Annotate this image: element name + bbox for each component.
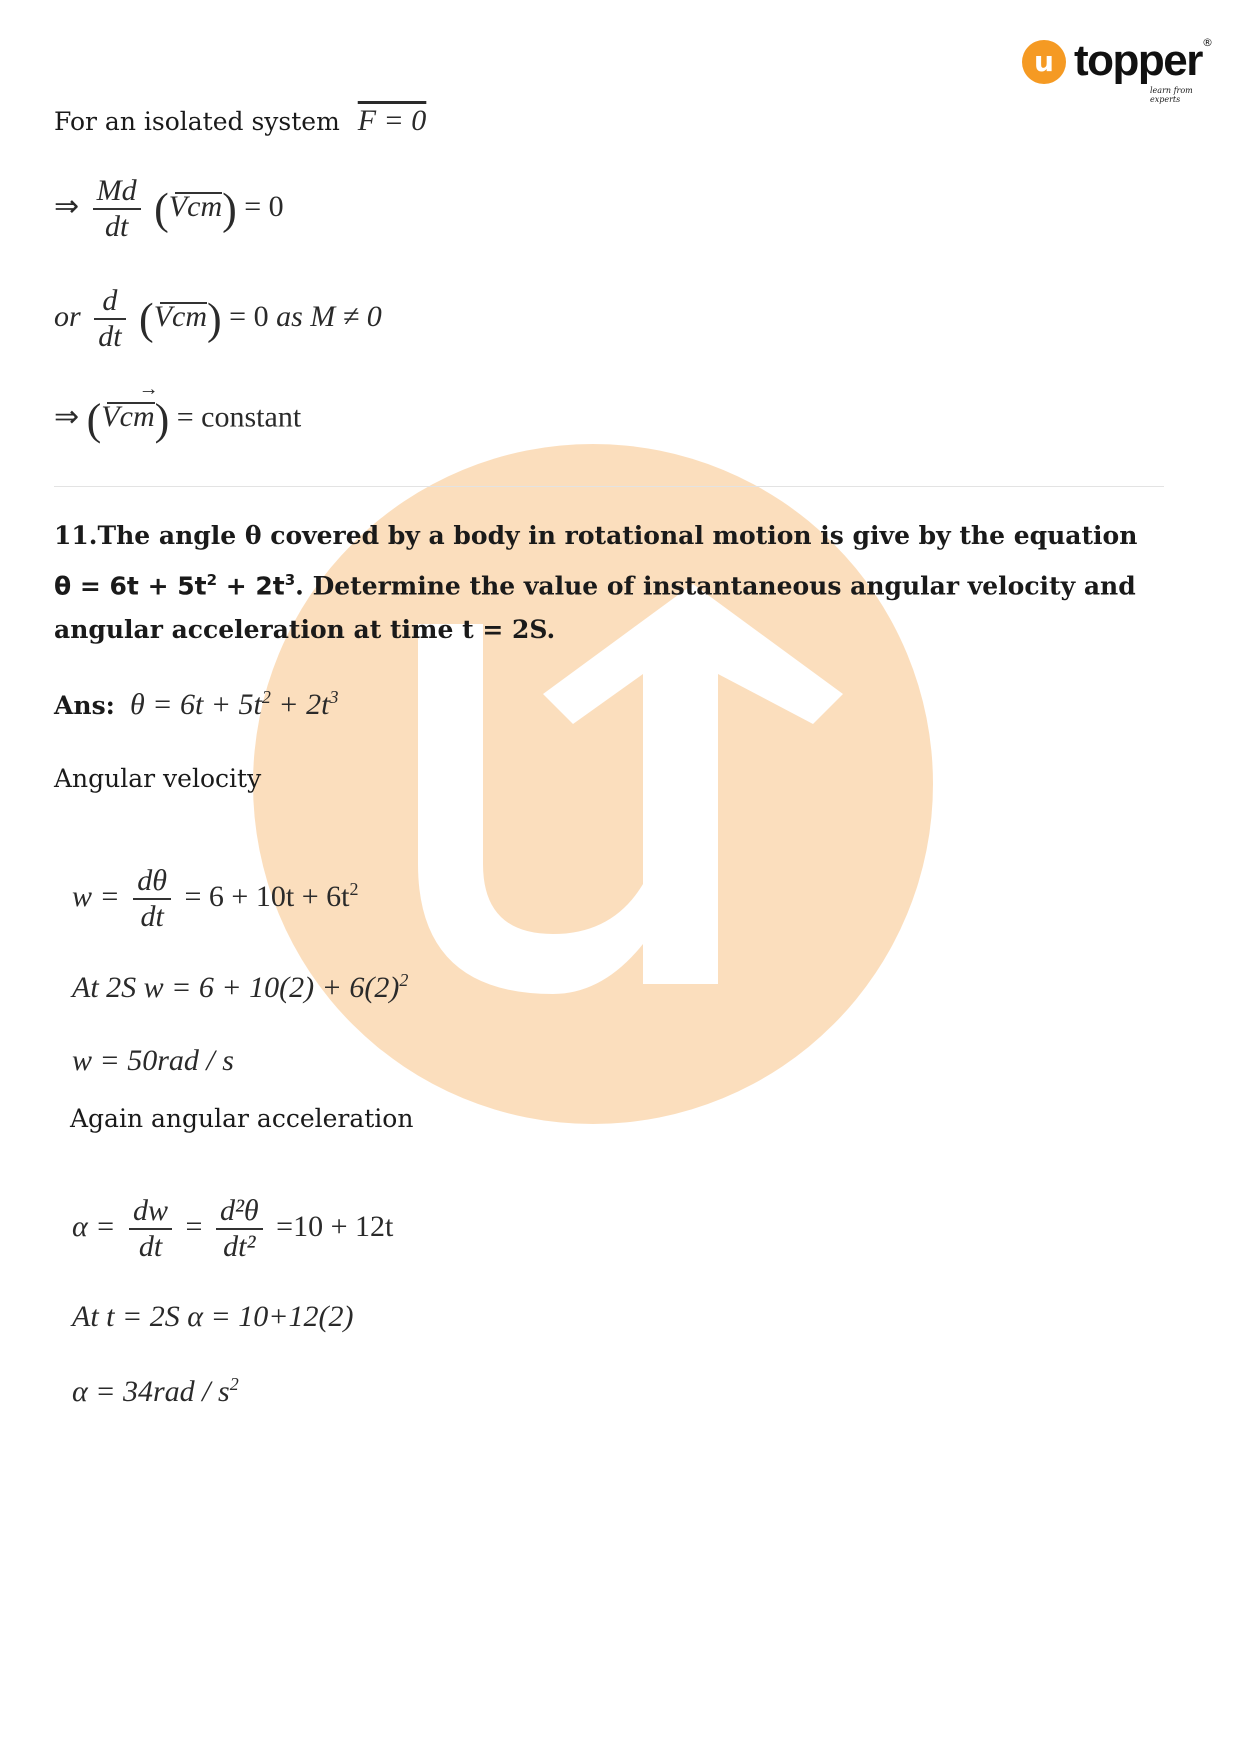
omega-at-2s: At 2S $w = 6 + 10(2) + 6(2)^2$	[72, 970, 409, 1004]
question-11: 11.The angle θ covered by a body in rotational motion is give by the equation $\theta = 6t + 5t^2 + 2t^3$. Determine the value of instantaneous angular velocity and angular acceleration at time t = 2S.	[54, 521, 1138, 645]
angular-velocity-label: Angular velocity	[54, 764, 262, 793]
equation-1: ⇒ $\frac{Md}{dt}$ (Vcm) = 0	[54, 174, 284, 243]
omega-equation: w = $\frac{d\theta}{dt}$ = $6 + 10t + 6t^2$	[72, 864, 359, 933]
intro-text: For an isolated system F = 0	[54, 104, 427, 137]
equation-3: ⇒ (Vcm →) = constant	[54, 394, 301, 445]
force-vector: F = 0	[357, 104, 427, 137]
alpha-result: $\alpha = 34rad / s^2$	[72, 1374, 239, 1408]
brand-tagline: learn from experts	[1150, 86, 1193, 104]
brand-logo	[1022, 36, 1222, 104]
brand-name: topper	[1074, 36, 1202, 85]
alpha-at-2s: At t = 2S α = 10+12(2)	[72, 1300, 354, 1333]
equation-2: or $\frac{d}{dt}$ (Vcm) = 0 as M ≠ 0	[54, 284, 382, 353]
answer-label: Ans:	[54, 691, 115, 720]
section-divider	[54, 486, 1164, 487]
alpha-equation: α = $\frac{dw}{dt}$ = $\frac{\text{d²θ}}{\text{dt²}}$ =10 + 12t	[72, 1194, 394, 1263]
theta-equation: $\theta = 6t + 5t^2 + 2t^3$	[129, 687, 339, 721]
registered-mark: ®	[1202, 36, 1213, 49]
logo-badge-icon: u	[1022, 40, 1066, 84]
answer-line	[54, 684, 338, 728]
angular-acceleration-label: Again angular acceleration	[70, 1104, 414, 1133]
omega-result: w = 50rad / s	[72, 1044, 234, 1077]
